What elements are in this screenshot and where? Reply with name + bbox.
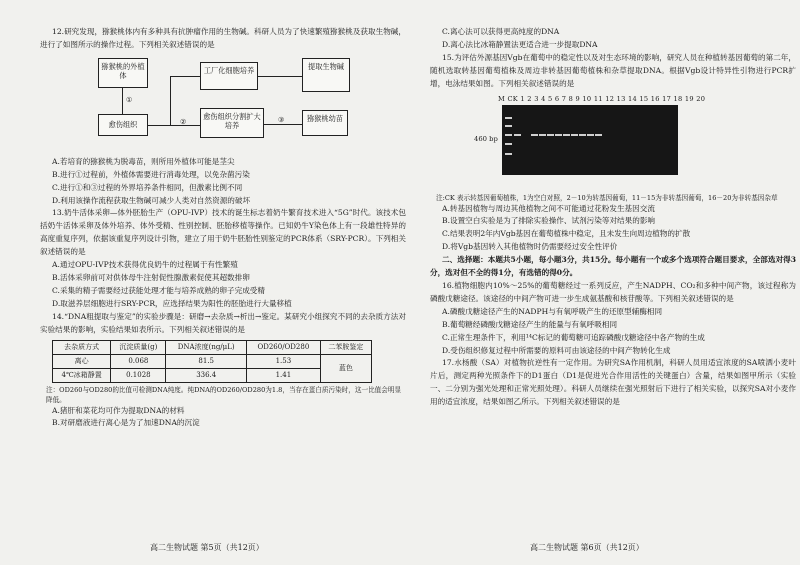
flow-extract: 提取生物碱 [302,58,350,92]
arrow-explant-callus [122,88,123,114]
arrow-to-culture [170,76,200,77]
table-merged-result: 蓝色 [320,354,371,382]
table-row [53,354,372,368]
q15-stem: 15.为评估外源基因Vgb在葡萄中的稳定性以及对生态环境的影响，研究人员在种植转基因葡萄的第二年，随机选取转基因葡萄植株及周边非转基因葡萄植株和杂草提取DNA。根据Vgb设计特异性引物进行PCR扩增，电泳结果如图。下列相关叙述错误的是 [430,52,796,88]
q14-stem: 14.“DNA粗提取与鉴定”的实验步骤是：研磨→去杂质→析出→鉴定。某研究小组探究不同的去杂质方法对实验结果的影响，实验结果如表所示。下列相关叙述错误的是 [40,311,406,334]
q15-option-c: C.结果表明2年内Vgb基因在葡萄植株中稳定，且未发生向周边植物的扩散 [442,229,691,239]
table-cell: 81.5 [166,354,247,368]
q14-option-c: C.离心法可以获得更高纯度的DNA [442,27,560,36]
sample-band [579,134,586,136]
q12-stem: 12.研究发现，猕猴桃体内有多种具有抗肿瘤作用的生物碱。科研人员为了快速繁殖猕猴桃及获取生物碱，进行了如图所示的操作过程。下列相关叙述错误的是 [40,27,406,49]
marker-band [505,143,512,145]
q14-option-a: A.猪肝和菜花均可作为提取DNA的材料 [52,405,185,415]
step2-label: ② [180,117,187,126]
flow-chart [40,54,406,150]
q13-option-d: D.取滋养层细胞进行SRY-PCR，应选择结果为阳性的胚胎进行大量移植 [52,298,292,308]
table-cell: 0.068 [111,354,166,368]
flow-seedling: 猕猴桃幼苗 [302,110,348,136]
q14-option-b: B.对研磨液进行离心是为了加速DNA的沉淀 [52,418,200,428]
q12-option-b: B.进行①过程前，外植体需要进行消毒处理，以免杂菌污染 [52,169,250,179]
table-header: 去杂质方式 [53,340,111,354]
flow-callus: 愈伤组织 [98,114,148,136]
arrow-culture-extract [258,76,302,77]
table-header: OD260/OD280 [246,340,320,354]
sample-band [595,134,602,136]
table-cell: 1.53 [246,354,320,368]
page-footer-left: 高二生物试题 第5页（共12页） [150,543,264,552]
q15-option-a: A.转基因植物与周边其他植物之间不可能通过花粉发生基因交流 [442,203,655,213]
q12-option-d: D.利用该操作流程获取生物碱可减少人类对自然资源的破坏 [52,195,251,205]
arrow-branch [170,76,171,126]
q15-option-b: B.设置空白实验是为了排除实验操作、试剂污染等对结果的影响 [442,216,656,226]
flow-callus-split: 愈伤组织分割扩大培养 [200,108,264,138]
page-footer-right: 高二生物试题 第6页（共12页） [530,543,644,552]
q15-option-d: D.将Vgb基因转入其他植物时仍需要经过安全性评价 [442,242,618,252]
sample-band [587,134,594,136]
q16-option-b: B.葡萄糖经磷酸戊糖途径产生的能量与有氧呼吸相同 [442,319,618,329]
step3-label: ③ [278,115,285,124]
right-column [430,26,796,409]
sample-band [539,134,546,136]
q16-option-d: D.受伤组织修复过程中所需要的原料可由该途径的中间产物转化生成 [442,345,671,355]
q13-option-b: B.活体采卵前可对供体母牛注射促性腺激素促使其超数排卵 [52,272,250,282]
q12-option-c: C.进行①和③过程的外界培养条件相同，但激素比例不同 [52,182,243,192]
gel-figure [430,91,796,191]
left-column [40,26,406,430]
q13-stem: 13.奶牛活体采卵—体外胚胎生产（OPU-IVP）技术的诞生标志着奶牛繁育技术进入“5G”时代。该技术包括奶牛活体采卵及体外培养、体外受精、性别控制、胚胎移植等操作。已知奶牛Y染色体上有一段雄性特异的高度重复序列，依据该重复序列设计引物，建立了用于奶牛胚胎性别鉴定的PCR体系（SRY-PCR）。下列相关叙述错误的是 [40,208,406,257]
table-cell: 336.4 [166,368,247,382]
gel-lane-labels: M CK 1 2 3 4 5 6 7 8 9 10 11 12 13 14 15 16 17 18 19 20 [498,94,706,103]
sample-band [555,134,562,136]
table-cell: 4℃冰箱静置 [53,368,111,382]
q15-note: 注:CK 表示转基因葡萄植株，1为空白对照，2－10为转基因葡萄，11－15为非转基因葡萄，16－20为非转基因杂草 [436,193,778,202]
table-header-row [53,340,372,354]
flow-explant: 猕猴桃的外植体 [98,58,148,88]
gel-marker-label: 460 bp [474,134,498,143]
q16-stem: 16.植物细胞内10%～25%的葡萄糖经过一系列反应，产生NADPH、CO₂和多种中间产物，该过程称为磷酸戊糖途径。该途径的中间产物可进一步生成氨基酸和核苷酸等。下列相关叙述错误的是 [430,280,796,303]
section-2-heading: 二、选择题：本题共5小题，每小题3分，共15分。每小题有一个或多个选项符合题目要求，全部选对得3分，选对但不全的得1分，有选错的得0分。 [430,255,796,278]
table-header: 二苯胺鉴定 [320,340,371,354]
q14-table [52,340,372,383]
table-cell: 1.41 [246,368,320,382]
table-header: 沉淀质量(g) [111,340,166,354]
sample-band [563,134,570,136]
sample-band [547,134,554,136]
step1-label: ① [126,95,133,104]
flow-cell-culture: 工厂化细胞培养 [200,62,258,90]
marker-band [505,134,512,136]
table-cell: 0.1028 [111,368,166,382]
q17-stem: 17.水杨酸（SA）对植物抗逆性有一定作用。为研究SA作用机制，科研人员用适宜浓度的SA喷洒小麦叶片后，测定两种光照条件下的D1蛋白（D1是促进光合作用活性的关键蛋白）含量，结果如图甲所示（实验一、二分别为强光处理和正常光照处理）。科研人员继续在强光照射后下进行了相关实验，以探究SA对小麦作用的适宜浓度，结果如图乙所示。下列相关叙述错误的是 [430,358,796,407]
sample-band [514,134,521,136]
q16-option-a: A.磷酸戊糖途径产生的NADPH与有氧呼吸产生的还原型辅酶相同 [442,306,663,316]
sample-band [531,134,538,136]
table-cell: 离心 [53,354,111,368]
marker-band [505,153,512,155]
marker-band [505,117,512,119]
q14-note: 注：OD260与OD280的比值可检测DNA纯度。纯DNA的OD260/OD280为1.8，当存在蛋白质污染时，这一比值会明显降低。 [46,385,402,404]
marker-band [505,125,512,127]
table-header: DNA浓度(ng/μL) [166,340,247,354]
arrow-callus-branch [148,125,170,126]
sample-band [571,134,578,136]
q13-option-a: A.通过OPU-IVP技术获得优良奶牛的过程属于有性繁殖 [52,260,238,270]
q12-option-a: A.若培育的猕猴桃为脱毒苗，则所用外植体可能是茎尖 [52,156,235,166]
gel-image [502,105,678,175]
q13-option-c: C.采集的精子需要经过获能处理才能与培养成熟的卵子完成受精 [52,285,265,295]
q14-option-d: D.离心法比冰箱静置法更适合进一步提取DNA [442,39,598,49]
q16-option-c: C.正常生理条件下，利用¹⁴C标记的葡萄糖可追踪磷酸戊糖途径中各产物的生成 [442,332,705,342]
